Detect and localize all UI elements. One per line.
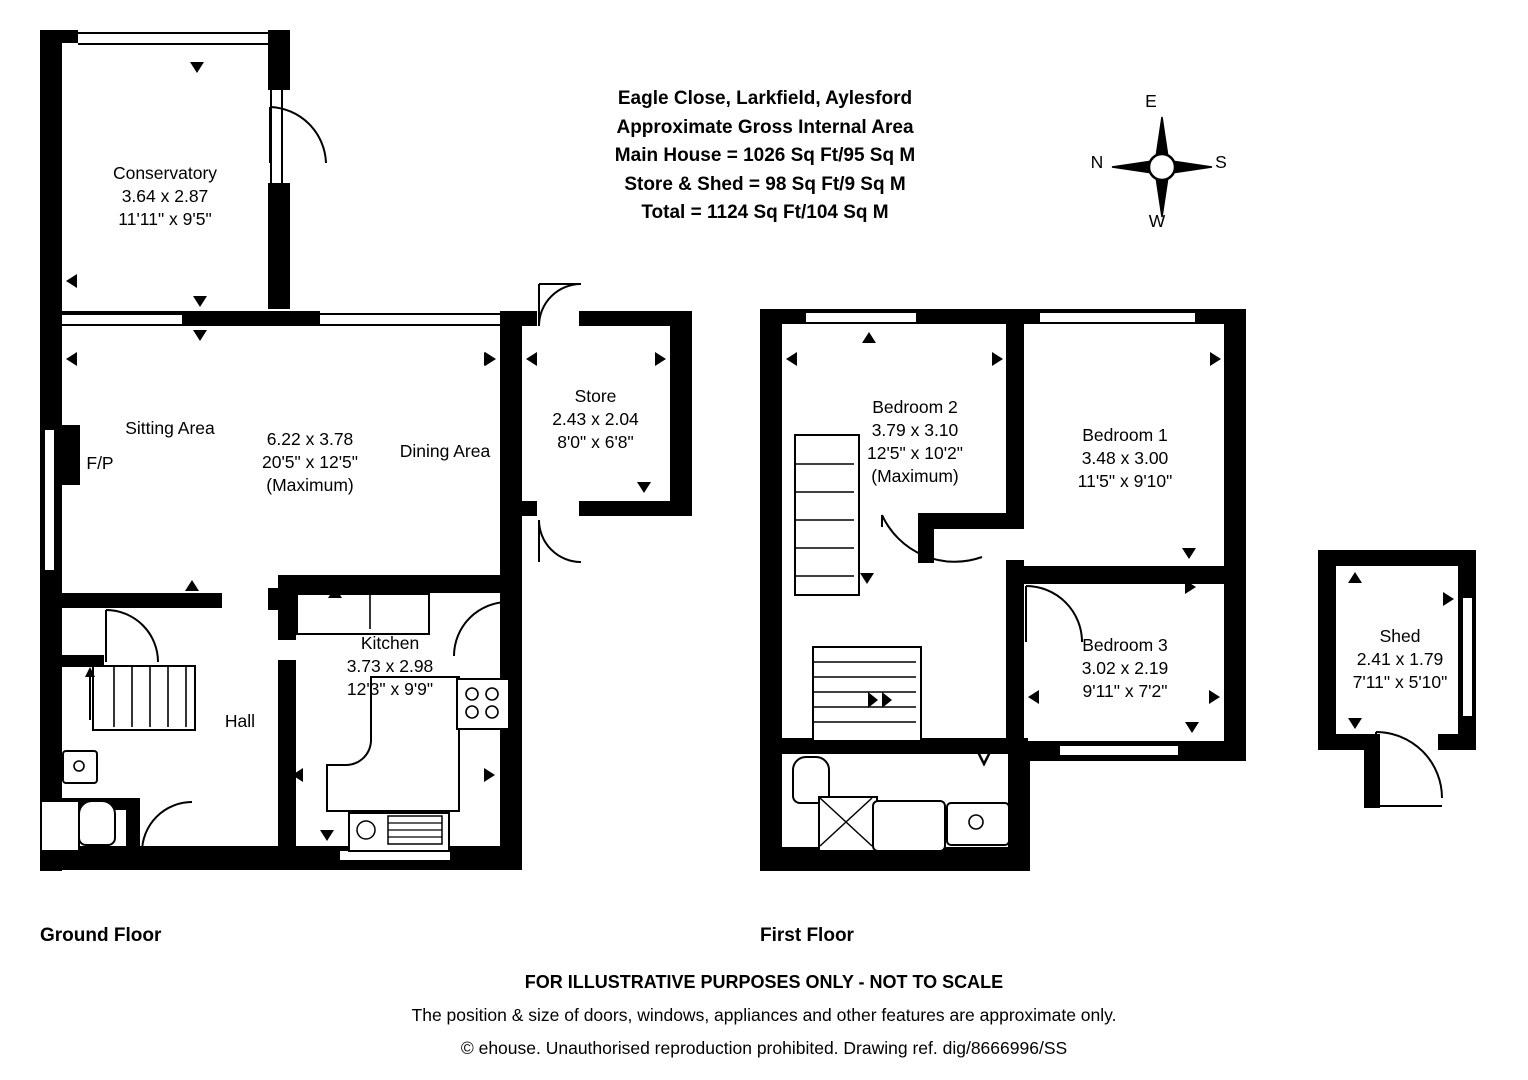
bedroom3-name: Bedroom 3 <box>1082 635 1168 655</box>
room-label-shed <box>1300 625 1500 694</box>
kitchen-imperial: 12'3" x 9'9" <box>346 679 434 700</box>
living-note: (Maximum) <box>266 475 354 496</box>
bedroom3-imperial: 9'11" x 7'2" <box>1082 681 1168 702</box>
fireplace-label: F/P <box>86 453 114 473</box>
living-metric: 6.22 x 3.78 <box>266 429 354 449</box>
bedroom2-name: Bedroom 2 <box>872 397 958 417</box>
room-label-dining-area: Dining Area <box>399 441 491 461</box>
bedroom2-note: (Maximum) <box>871 466 959 487</box>
title-line-store-shed: Store & Shed = 98 Sq Ft/9 Sq M <box>624 173 906 195</box>
title-line-area-label: Approximate Gross Internal Area <box>616 116 914 138</box>
bedroom3-metric: 3.02 x 2.19 <box>1081 658 1169 679</box>
title-line-main-house: Main House = 1026 Sq Ft/95 Sq M <box>614 145 916 166</box>
room-label-hall: Hall <box>224 711 256 731</box>
kitchen-name: Kitchen <box>360 633 420 653</box>
conservatory-imperial: 11'11" x 9'5" <box>118 209 212 230</box>
shed-metric: 2.41 x 1.79 <box>1356 649 1444 670</box>
floor-label-ground: Ground Floor <box>40 925 162 946</box>
footer-block <box>0 965 1528 1066</box>
floor-label-first: First Floor <box>760 925 854 946</box>
store-metric: 2.43 x 2.04 <box>552 409 639 430</box>
bedroom2-metric: 3.79 x 3.10 <box>871 420 959 441</box>
shed-name: Shed <box>1379 626 1421 646</box>
footer-note: The position & size of doors, windows, appliances and other features are approximate only. <box>411 1005 1117 1026</box>
bedroom1-metric: 3.48 x 3.00 <box>1081 448 1169 469</box>
kitchen-metric: 3.73 x 2.98 <box>346 656 434 677</box>
bedroom2-imperial: 12'5" x 10'2" <box>867 443 963 464</box>
shed-wall-top <box>1318 550 1476 566</box>
footer-copyright: © ehouse. Unauthorised reproduction prohibited. Drawing ref. dig/8666996/SS <box>460 1038 1068 1059</box>
store-imperial: 8'0" x 6'8" <box>557 432 634 453</box>
compass-label-w: W <box>1148 211 1166 231</box>
room-label-sitting-area: Sitting Area <box>125 418 215 438</box>
bedroom1-name: Bedroom 1 <box>1082 425 1168 445</box>
shed-imperial: 7'11" x 5'10" <box>1352 672 1448 693</box>
store-name: Store <box>574 386 617 406</box>
compass-label-n: N <box>1090 152 1104 172</box>
footer-disclaimer: FOR ILLUSTRATIVE PURPOSES ONLY - NOT TO SCALE <box>524 972 1004 992</box>
direction-arrow <box>1443 592 1454 606</box>
title-line-address: Eagle Close, Larkfield, Aylesford <box>617 88 913 109</box>
conservatory-metric: 3.64 x 2.87 <box>121 186 209 207</box>
direction-arrow <box>1348 572 1362 583</box>
bedroom1-imperial: 11'5" x 9'10" <box>1077 471 1173 492</box>
compass-label-e: E <box>1145 91 1157 111</box>
compass-label-s: S <box>1215 152 1227 172</box>
living-imperial: 20'5" x 12'5" <box>262 452 358 473</box>
conservatory-name: Conservatory <box>112 163 218 183</box>
direction-arrow <box>1348 718 1362 729</box>
title-line-total: Total = 1124 Sq Ft/104 Sq M <box>641 202 889 223</box>
